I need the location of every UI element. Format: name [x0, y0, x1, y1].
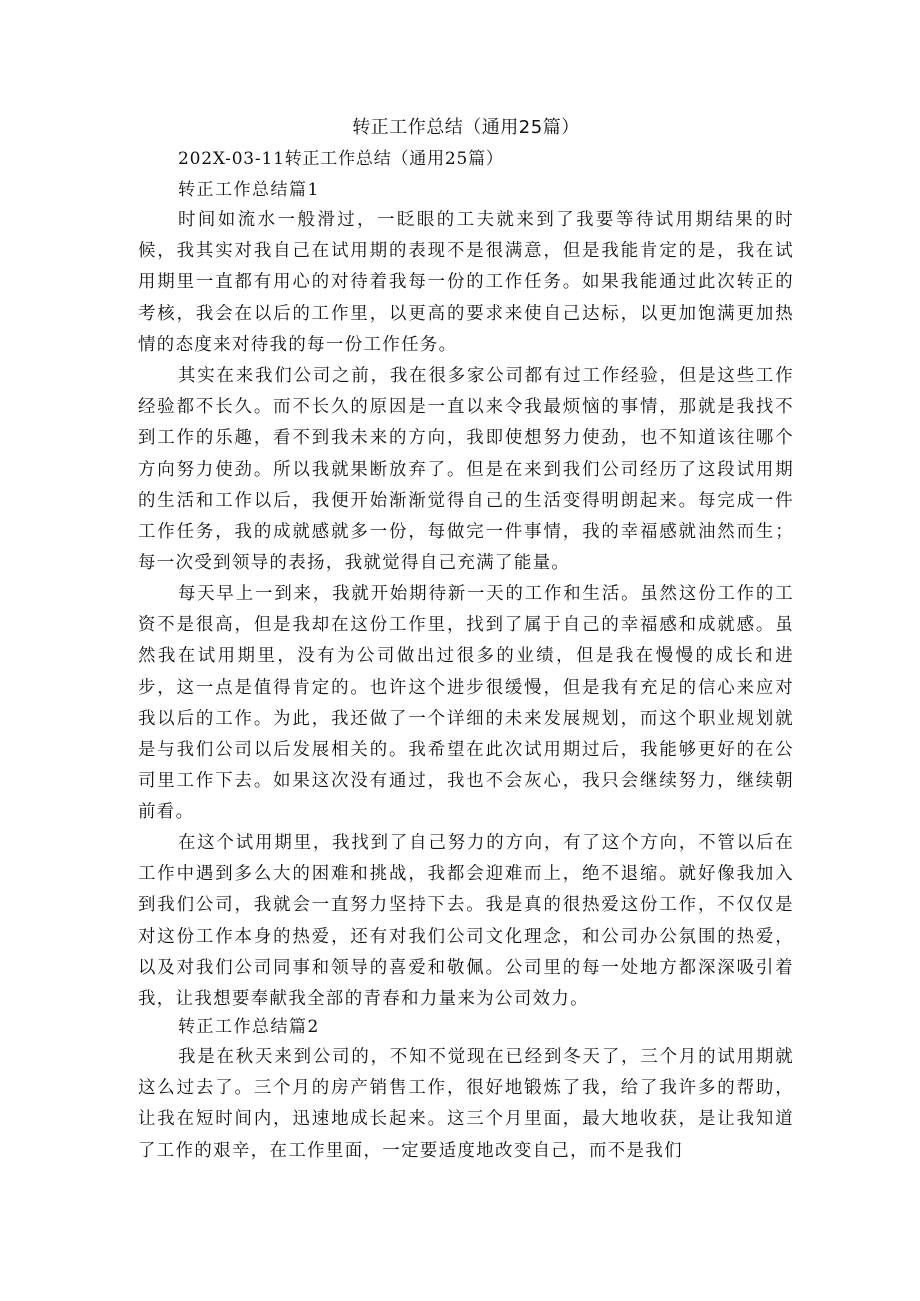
section-heading-2: 转正工作总结篇2 — [178, 1017, 320, 1037]
document-title: 转正工作总结（通用25篇） — [352, 117, 580, 138]
paragraph: 我是在秋天来到公司的，不知不觉现在已经到冬天了，三个月的试用期就这么过去了。三个月的房产销售工作，很好地锻炼了我，给了我许多的帮助，让我在短时间内，迅速地成长起来。这三个月里面，最大地收获，是让我知道了工作的艰辛，在工作里面，一定要适度地改变自己，而不是我们 — [138, 1047, 794, 1161]
paragraph: 时间如流水一般滑过，一眨眼的工夫就来到了我要等待试用期结果的时候，我其实对我自己在试用期的表现不是很满意，但是我能肯定的是，我在试用期里一直都有用心的对待着我每一份的工作任务。如果我能通过此次转正的考核，我会在以后的工作里，以更高的要求来使自己达标，以更加饱满更加热情的态度来对待我的每一份工作任务。 — [138, 210, 794, 355]
paragraph: 其实在来我们公司之前，我在很多家公司都有过工作经验，但是这些工作经验都不长久。而不长久的原因是一直以来令我最烦恼的事情，那就是我找不到工作的乐趣，看不到我未来的方向，我即使想努力使劲，也不知道该往哪个方向努力使劲。所以我就果断放弃了。但是在来到我们公司经历了这段试用期的生活和工作以后，我便开始渐渐觉得自己的生活变得明朗起来。每完成一件工作任务，我的成就感就多一份，每做完一件事情，我的幸福感就油然而生；每一次受到领导的表扬，我就觉得自己充满了能量。 — [138, 366, 794, 574]
section-heading-1: 转正工作总结篇1 — [178, 180, 320, 200]
document-meta-line: 202X-03-11转正工作总结（通用25篇） — [178, 149, 504, 169]
paragraph: 每天早上一到来，我就开始期待新一天的工作和生活。虽然这份工作的工资不是很高，但是我却在这份工作里，找到了属于自己的幸福感和成就感。虽然我在试用期里，没有为公司做出过很多的业绩，但是我在慢慢的成长和进步，这一点是值得肯定的。也许这个进步很缓慢，但是我有充足的信心来应对我以后的工作。为此，我还做了一个详细的未来发展规划，而这个职业规划就是与我们公司以后发展相关的。我希望在此次试用期过后，我能够更好的在公司里工作下去。如果这次没有通过，我也不会灰心，我只会继续努力，继续朝前看。 — [138, 584, 794, 823]
paragraph: 在这个试用期里，我找到了自己努力的方向，有了这个方向，不管以后在工作中遇到多么大的困难和挑战，我都会迎难而上，绝不退缩。就好像我加入到我们公司，我就会一直努力坚持下去。我是真的很热爱这份工作，不仅仅是对这份工作本身的热爱，还有对我们公司文化理念，和公司办公氛围的热爱，以及对我们公司同事和领导的喜爱和敬佩。公司里的每一处地方都深深吸引着我，让我想要奉献我全部的青春和力量来为公司效力。 — [138, 833, 794, 1010]
